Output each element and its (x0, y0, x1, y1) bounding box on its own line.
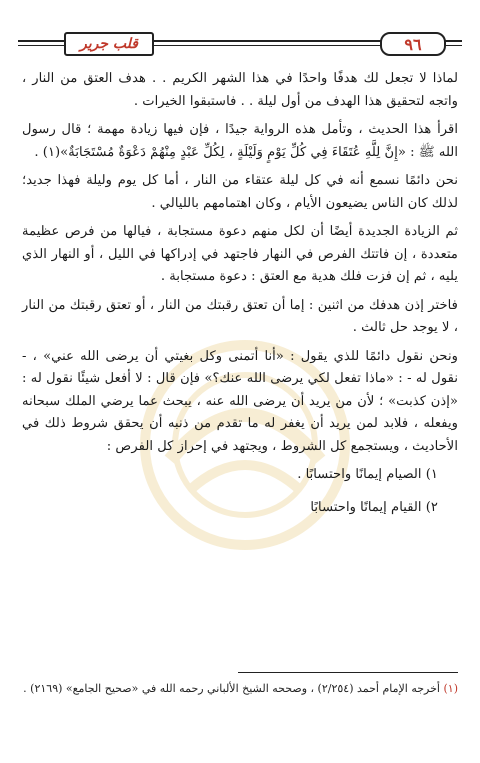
paragraph: لماذا لا تجعل لك هدفًا واحدًا في هذا الشهر الكريم . . هدف العتق من النار ، واتجه لتحقيق هذا الهدف من أول ليلة . . فاستبقوا الخيرات . (22, 71, 458, 109)
list-item: ٢) القيام إيمانًا واحتسابًا (310, 499, 438, 515)
list-item: ١) الصيام إيمانًا واحتسابًا . (297, 467, 438, 482)
page-header (18, 32, 462, 58)
paragraph: ونحن نقول دائمًا للذي يقول : «أنا أتمنى وكل بغيتي أن يرضى الله عني» ، - نقول له - : «ماذا تفعل لكي يرضى الله عنك؟» فإن قال : لا أفعل شيئًا نقول له : «إذن كذبت» ؛ لأن من يريد أن يرضى الله عنه ، يبحث عما يرضي الملك سبحانه ويفعله ، فلابد لمن يريد أن يغفر له ما تقدم من ذنبه أن يحقق شروط ذلك في الأحاديث ، ويستجمع كل الشروط ، ويجتهد في إحراز كل الفرص : (22, 348, 458, 454)
book-title: قلب جرير (64, 32, 154, 56)
paragraph: فاختر إذن هدفك من اثنين : إما أن تعتق رقبتك من النار ، أو تعتق رقبتك من النار ، لا يوجد حل ثالث . (22, 297, 458, 335)
paragraph: ثم الزيادة الجديدة أيضًا أن لكل منهم دعوة مستجابة ، فيالها من فرص عظيمة متعددة ، إن فاتتك الفرص في النهار فاجتهد في إدراكها في الليل ، أو النهار الذي يليه ، ثم إن فزت فلك هدية مع العتق : دعوة مستجابة . (22, 224, 458, 284)
footnote-divider (238, 672, 458, 673)
paragraph-hadith: اقرأ هذا الحديث ، وتأمل هذه الرواية جيدًا ، فإن فيها زيادة مهمة ؛ قال رسول الله ﷺ : «إِنَّ لِلَّهِ عُتَقَاءَ فِي كُلِّ يَوْمٍ وَلَيْلَةٍ ، لِكُلِّ عَبْدٍ مِنْهُمْ دَعْوَةٌ مُسْتَجَابَةٌ»(١) . (22, 122, 458, 160)
page-number: ٩٦ (380, 32, 446, 56)
paragraph: نحن دائمًا نسمع أنه في كل ليلة عتقاء من النار ، أما كل يوم وليلة فهذا جديد؛ لذلك كان الناس يضيعون الأيام ، وكان اهتمامهم بالليالي . (22, 173, 458, 211)
page-body (22, 68, 458, 529)
footnote-marker: (١) (443, 682, 458, 695)
footnote-text: أخرجه الإمام أحمد (٢/٢٥٤) ، وصححه الشيخ الألباني رحمه الله في «صحيح الجامع» (٢١٦٩) . (23, 682, 440, 695)
conditions-list (22, 464, 458, 519)
footnote (22, 680, 458, 698)
